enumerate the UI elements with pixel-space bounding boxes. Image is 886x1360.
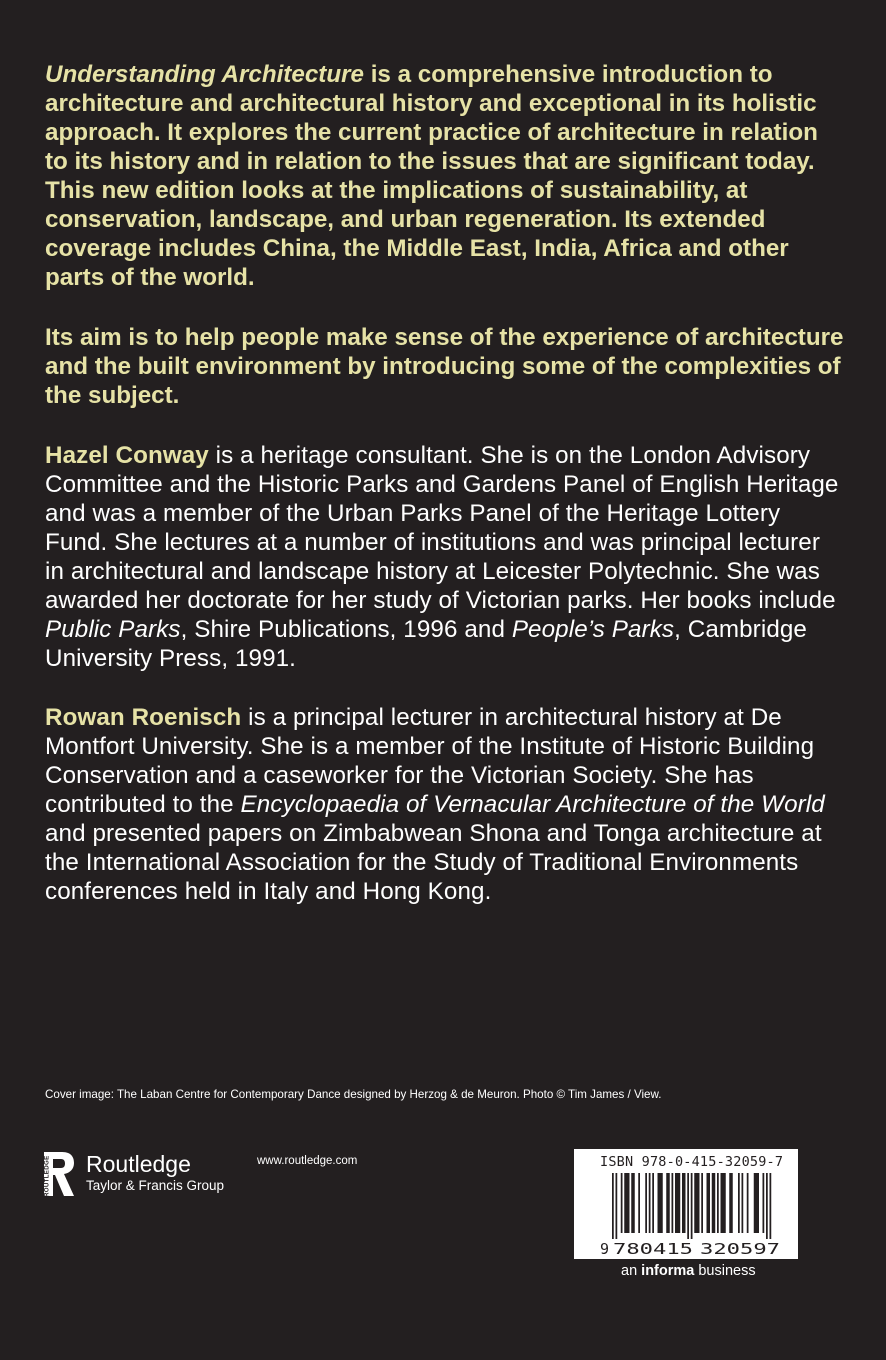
blurb-text-1: is a comprehensive introduction to architecture and architectural history and exceptional in its holistic approach. It explores the current practice of architecture in relation to its history and in relation to the issues that are significant today. This new edition looks at the implications of sustainability, at conservation, landscape, and urban regeneration. Its extended coverage includes China, the Middle East, India, Africa and other parts of the world. (45, 61, 818, 291)
publisher-name: Routledge (86, 1151, 191, 1177)
barcode-bar-10 (666, 1173, 670, 1233)
barcode-bar-14 (687, 1173, 689, 1239)
barcode-bar-23 (738, 1173, 740, 1233)
barcode-bars (612, 1173, 771, 1239)
barcode-digits-left: 780415 (613, 1240, 693, 1258)
informa-suffix: business (694, 1263, 756, 1279)
blurb-paragraph-1 (45, 60, 845, 292)
barcode-bar-16 (694, 1173, 699, 1233)
barcode-bar-24 (742, 1173, 744, 1233)
bio-roenisch-text-1: is a principal lecturer in architectural history at De Montfort University. She is a member of the Institute of Historic Building Conservation and a caseworker for the Victorian Society. She has contributed to the (45, 704, 815, 818)
author-name-roenisch: Rowan Roenisch (45, 704, 242, 731)
barcode-bar-2 (621, 1173, 623, 1233)
author-bio-roenisch (45, 703, 845, 906)
informa-prefix: an (621, 1263, 642, 1279)
book-peoples-parks: People’s Parks (511, 616, 675, 643)
barcode-bar-22 (729, 1173, 733, 1233)
routledge-r-icon (42, 1150, 76, 1198)
routledge-logo (42, 1150, 242, 1198)
barcode-bar-12 (675, 1173, 680, 1233)
bio-conway-text-3: , Cambridge University Press, 1991. (45, 616, 807, 672)
barcode-bar-9 (658, 1173, 663, 1233)
barcode-bar-0 (612, 1173, 614, 1239)
barcode-bar-25 (747, 1173, 749, 1233)
bio-conway-text-2: , Shire Publications, 1996 and (180, 616, 512, 643)
barcode-bar-11 (672, 1173, 674, 1233)
publisher-group: Taylor & Francis Group (86, 1178, 225, 1193)
bio-conway-text-1: is a heritage consultant. She is on the London Advisory Committee and the Historic Parks and Gardens Panel of English Heritage and was a member of the Urban Parks Panel of the Heritage Lottery Fund. She lectures at a number of institutions and was principal lecturer in architectural and landscape history at Leicester Polytechnic. She was awarded her doctorate for her study of Victorian parks. Her books include (45, 442, 839, 614)
barcode-bar-18 (707, 1173, 711, 1233)
barcode-digit-first: 9 (600, 1240, 610, 1258)
author-bio-conway (45, 441, 845, 673)
barcode-bar-26 (754, 1173, 759, 1233)
barcode-bar-6 (645, 1173, 647, 1233)
informa-brand: informa (641, 1263, 695, 1279)
author-name-conway: Hazel Conway (45, 442, 209, 469)
cover-image-credit: Cover image: The Laban Centre for Contemporary Dance designed by Herzog & de Meuron. Photo © Tim James / View. (45, 1088, 662, 1101)
barcode-bar-20 (717, 1173, 719, 1233)
barcode-bar-21 (721, 1173, 726, 1233)
barcode-bar-3 (624, 1173, 629, 1233)
barcode-bar-29 (770, 1173, 772, 1239)
publisher-website: www.routledge.com (257, 1155, 358, 1167)
barcode-bar-27 (763, 1173, 765, 1233)
routledge-mark-text: ROUTLEDGE (43, 1155, 51, 1197)
barcode-bar-28 (766, 1173, 768, 1239)
blurb-paragraph-2: Its aim is to help people make sense of the experience of architecture and the built environment by introducing some of the complexities of the subject. (45, 324, 844, 409)
bio-roenisch-text-2: and presented papers on Zimbabwean Shona and Tonga architecture at the International Association for the Study of Traditional Environments conferences held in Italy and Hong Kong. (45, 820, 822, 905)
barcode-bar-5 (638, 1173, 640, 1233)
barcode-digits-right: 320597 (700, 1240, 780, 1258)
book-encyclopaedia: Encyclopaedia of Vernacular Architecture of the World (240, 791, 825, 818)
barcode-bar-8 (652, 1173, 654, 1233)
isbn-barcode (574, 1149, 798, 1259)
book-public-parks: Public Parks (45, 616, 181, 643)
informa-business (621, 1263, 756, 1280)
barcode-bar-4 (631, 1173, 635, 1233)
isbn-number: ISBN 978-0-415-32059-7 (600, 1154, 784, 1170)
barcode-bar-17 (701, 1173, 703, 1233)
barcode-bar-19 (712, 1173, 716, 1233)
book-title: Understanding Architecture (45, 61, 364, 88)
barcode-bar-15 (691, 1173, 693, 1239)
barcode-bar-7 (649, 1173, 651, 1233)
barcode-bar-13 (682, 1173, 686, 1233)
back-cover-text (45, 60, 845, 936)
barcode-bar-1 (616, 1173, 618, 1239)
